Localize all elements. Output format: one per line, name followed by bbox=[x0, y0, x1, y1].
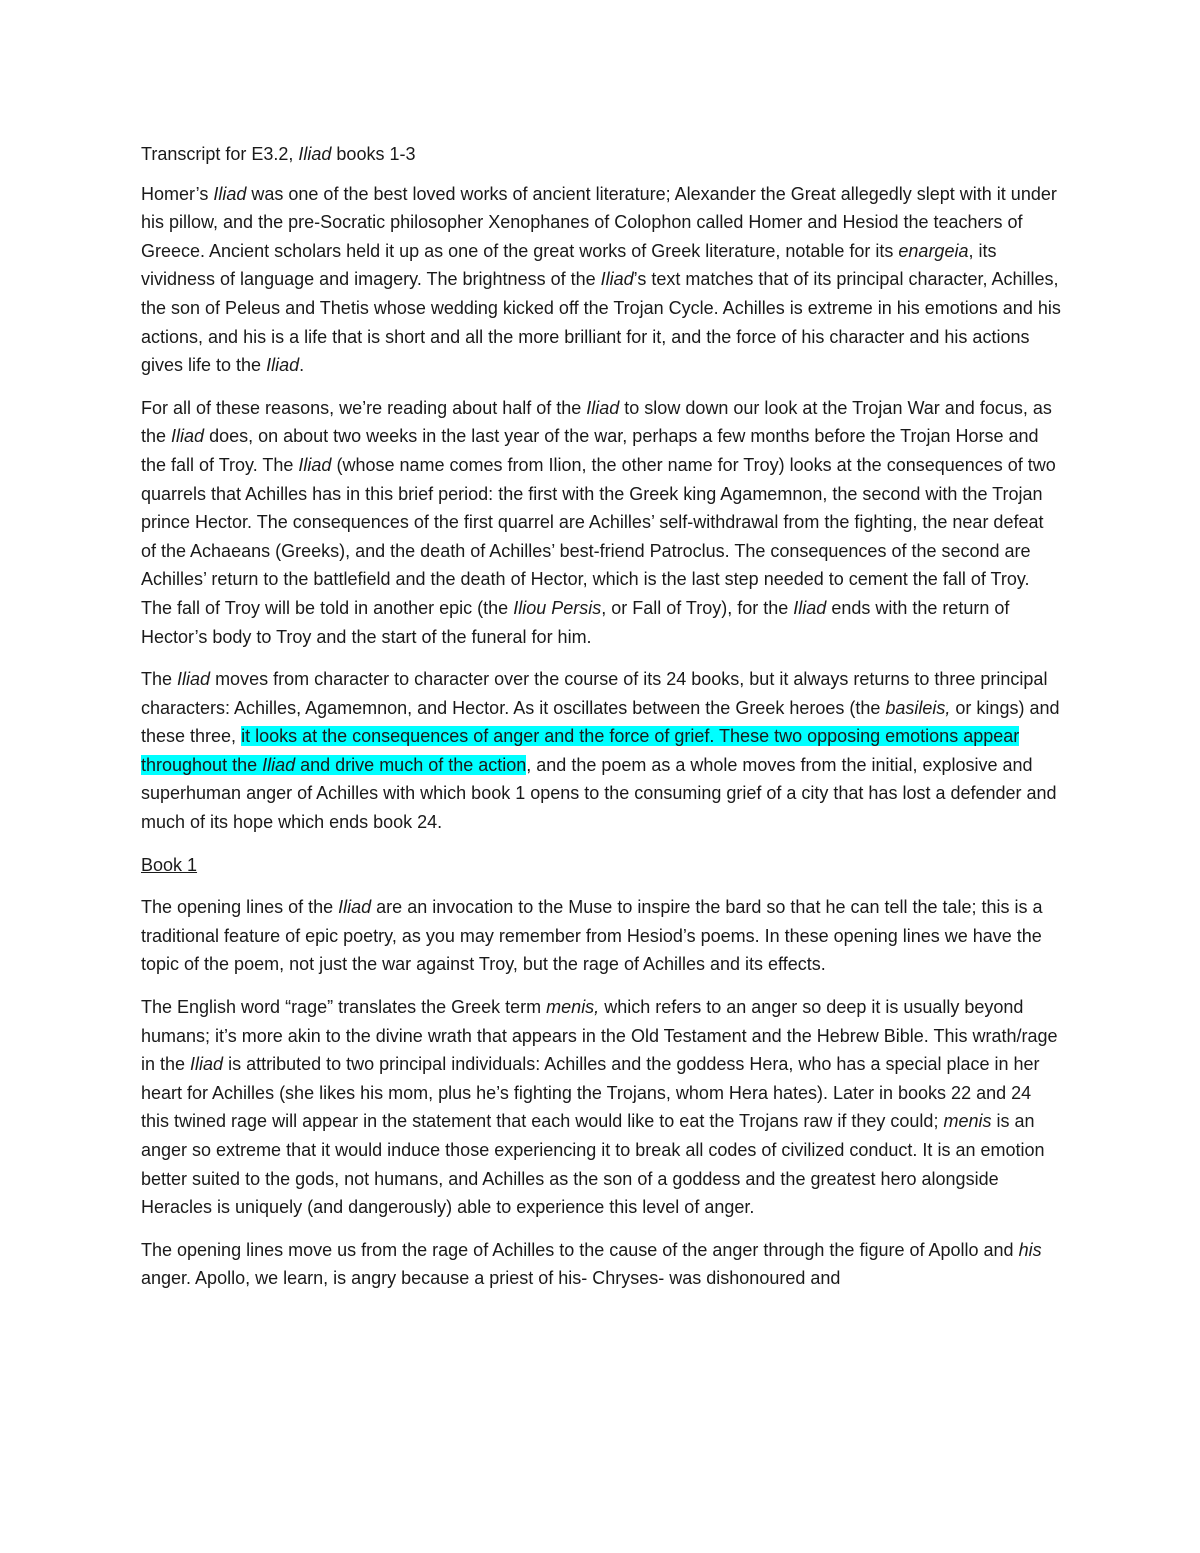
section-heading-book-1: Book 1 bbox=[141, 854, 198, 875]
paragraph-opening-lines: The opening lines of the Iliad are an invocation to the Muse to inspire the bard so that he can tell the tale; this is a traditional feature of epic poetry, as you may remember from Hesiod’s poems. In these opening lines we have the topic of the poem, not just the war against Troy, but the rage of Achilles and its effects. bbox=[141, 897, 1043, 975]
document-body bbox=[141, 140, 1061, 1307]
paragraph-characters: The Iliad moves from character to character over the course of its 24 books, but it always returns to three principal characters: Achilles, Agamemnon, and Hector. As it oscillates between the Greek heroes (the basileis, or kings) and these three, it looks at the consequences of anger and the force of grief. These two opposing emotions appear throughout the Iliad and drive much of the action, and the poem as a whole moves from the initial, explosive and superhuman anger of Achilles with which book 1 opens to the consuming grief of a city that has lost a defender and much of its hope which ends book 24. bbox=[141, 669, 1060, 833]
paragraph-apollo: The opening lines move us from the rage of Achilles to the cause of the anger through the figure of Apollo and his anger. Apollo, we learn, is angry because a priest of his- Chryses- was dishonoured and bbox=[141, 1239, 1042, 1289]
highlighted-text: it looks at the consequences of anger and the force of grief. These two opposing emotions appear throughout the Iliad and drive much of the action bbox=[141, 726, 1020, 775]
paragraph-reasons: For all of these reasons, we’re reading about half of the Iliad to slow down our look at the Trojan War and focus, as the Iliad does, on about two weeks in the last year of the war, perhaps a few months before the Trojan Horse and the fall of Troy. The Iliad (whose name comes from Ilion, the other name for Troy) looks at the consequences of two quarrels that Achilles has in this brief period: the first with the Greek king Agamemnon, the second with the Trojan prince Hector. The consequences of the first quarrel are Achilles’ self-withdrawal from the fighting, the near defeat of the Achaeans (Greeks), and the death of Achilles’ best-friend Patroclus. The consequences of the second are Achilles’ return to the battlefield and the death of Hector, which is the last step needed to cement the fall of Troy. The fall of Troy will be told in another epic (the Iliou Persis, or Fall of Troy), for the Iliad ends with the return of Hector’s body to Troy and the start of the funeral for him. bbox=[141, 397, 1056, 647]
paragraph-rage: The English word “rage” translates the Greek term menis, which refers to an anger so deep it is usually beyond humans; it’s more akin to the divine wrath that appears in the Old Testament and the Hebrew Bible. This wrath/rage in the Iliad is attributed to two principal individuals: Achilles and the goddess Hera, who has a special place in her heart for Achilles (she likes his mom, plus he’s fighting the Trojans, whom Hera hates). Later in books 22 and 24 this twined rage will appear in the statement that each would like to eat the Trojans raw if they could; menis is an anger so extreme that it would induce those experiencing it to break all codes of civilized conduct. It is an emotion better suited to the gods, not humans, and Achilles as the son of a goddess and the greatest hero alongside Heracles is uniquely (and dangerously) able to experience this level of anger. bbox=[141, 997, 1058, 1218]
document-title: Transcript for E3.2, Iliad books 1-3 bbox=[141, 144, 416, 164]
paragraph-intro: Homer’s Iliad was one of the best loved works of ancient literature; Alexander the Great allegedly slept with it under his pillow, and the pre-Socratic philosopher Xenophanes of Colophon called Homer and Hesiod the teachers of Greece. Ancient scholars held it up as one of the great works of Greek literature, notable for its enargeia, its vividness of language and imagery. The brightness of the Iliad’s text matches that of its principal character, Achilles, the son of Peleus and Thetis whose wedding kicked off the Trojan Cycle. Achilles is extreme in his emotions and his actions, and his is a life that is short and all the more brilliant for it, and the force of his character and his actions gives life to the Iliad. bbox=[141, 183, 1061, 376]
